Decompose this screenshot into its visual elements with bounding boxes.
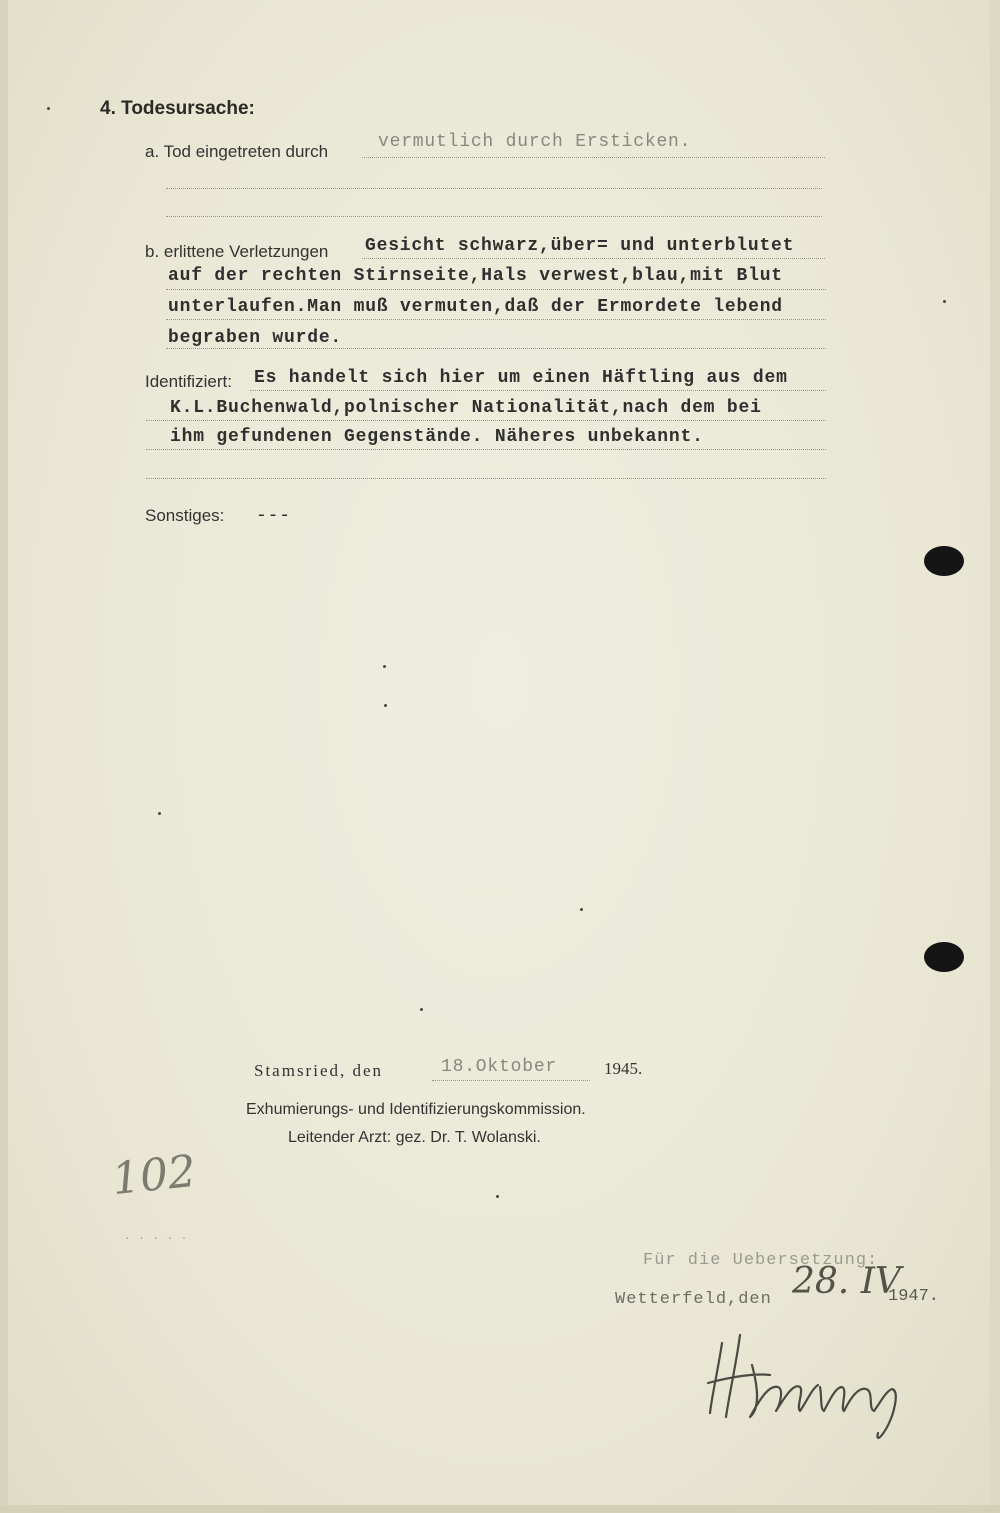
paper-speck <box>580 908 583 911</box>
dotted-line <box>166 319 826 320</box>
handwritten-signature <box>700 1325 910 1445</box>
handwritten-date: 28. IV <box>792 1261 901 1302</box>
dotted-line <box>250 390 826 391</box>
dotted-line <box>146 449 826 450</box>
translation-stamp-year: 1947. <box>888 1287 940 1306</box>
faint-stamp-text: · · · · · <box>125 1232 190 1247</box>
page-edge-bottom <box>0 1505 1000 1513</box>
date-value: 18.Oktober <box>441 1057 558 1077</box>
injuries-line-3: unterlaufen.Man muß vermuten,daß der Ermordete lebend <box>168 297 783 317</box>
paper-speck <box>496 1195 499 1198</box>
dotted-line <box>362 258 825 259</box>
page-edge-left <box>0 0 8 1513</box>
section-heading: 4. Todesursache: <box>100 98 255 119</box>
identified-line-1: Es handelt sich hier um einen Häftling aus dem <box>254 368 788 388</box>
identified-label: Identifiziert: <box>145 372 232 391</box>
dotted-line <box>166 348 826 349</box>
other-value: --- <box>256 506 291 526</box>
cause-label: a. Tod eingetreten durch <box>145 142 329 161</box>
dotted-line <box>146 420 826 421</box>
paper-speck <box>383 665 386 668</box>
translation-stamp-line1: Für die Uebersetzung: <box>643 1251 879 1270</box>
paper-speck <box>158 812 161 815</box>
identified-line-2: K.L.Buchenwald,polnischer Nationalität,nach dem bei <box>170 398 762 418</box>
dotted-line <box>166 289 826 290</box>
margin-number: 102 <box>109 1145 199 1206</box>
cause-value: vermutlich durch Ersticken. <box>378 132 692 152</box>
year-value: 1945. <box>604 1059 643 1078</box>
page-edge-right <box>990 0 1000 1513</box>
injuries-line-2: auf der rechten Stirnseite,Hals verwest,blau,mit Blut <box>168 266 783 286</box>
signature-drawing <box>700 1325 910 1445</box>
dotted-line <box>166 188 822 189</box>
paper-speck <box>384 704 387 707</box>
injuries-line-4: begraben wurde. <box>168 328 343 348</box>
paper-speck <box>943 300 946 303</box>
dotted-line <box>146 478 826 479</box>
dotted-line <box>432 1080 590 1081</box>
injuries-line-1: Gesicht schwarz,über= und unterblutet <box>365 236 795 256</box>
dotted-line <box>166 216 822 217</box>
other-label: Sonstiges: <box>145 506 225 525</box>
paper-speck <box>420 1008 423 1011</box>
identified-line-3: ihm gefundenen Gegenstände. Näheres unbekannt. <box>170 427 704 447</box>
punch-hole <box>924 942 964 972</box>
paper-speck <box>47 107 50 110</box>
dotted-line <box>362 157 825 158</box>
translation-stamp-place: Wetterfeld,den <box>615 1290 772 1309</box>
doctor-line: Leitender Arzt: gez. Dr. T. Wolanski. <box>288 1129 541 1146</box>
commission-name: Exhumierungs- und Identifizierungskommission. <box>246 1101 586 1118</box>
place-label: Stamsried, den <box>254 1061 384 1080</box>
injuries-label: b. erlittene Verletzungen <box>145 242 329 261</box>
punch-hole <box>924 546 964 576</box>
